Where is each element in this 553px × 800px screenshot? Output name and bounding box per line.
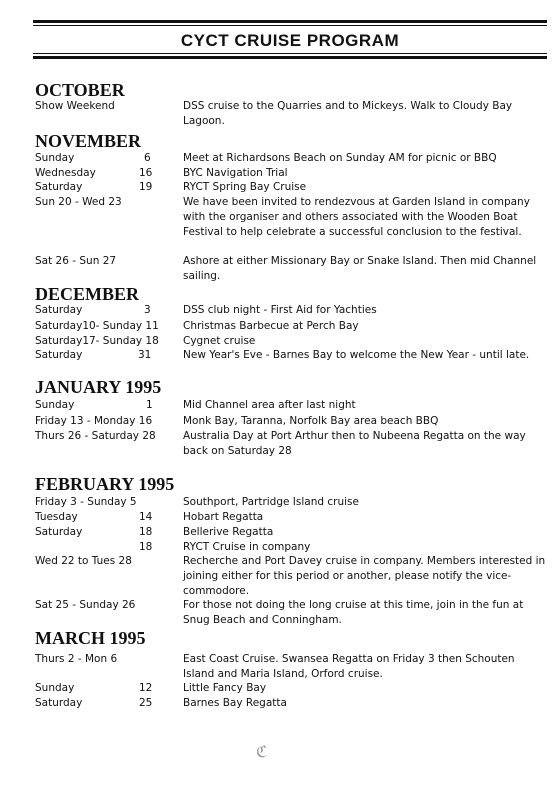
event-date: Sat 25 - Sunday 26 [35,599,136,611]
event-description: Meet at Richardsons Beach on Sunday AM for picnic or BBQ [183,152,497,164]
event-date: Sunday [35,399,75,411]
event-day-number: 16 [139,167,153,179]
pen-mark-icon: ℭ [256,742,268,761]
event-date: Friday 3 - Sunday 5 [35,496,137,508]
event-description: RYCT Cruise in company [183,541,311,553]
event-date: Saturday [35,526,83,538]
event-date: Sun 20 - Wed 23 [35,196,122,208]
event-day-number: 6 [144,152,151,164]
event-description: Bellerive Regatta [183,526,274,538]
event-date: Saturday17- Sunday 18 [35,335,159,347]
event-description: Cygnet cruise [183,335,256,347]
event-day-number: 1 [146,399,153,411]
event-date: Saturday [35,181,83,193]
event-date: Sunday [35,152,75,164]
event-date: Sunday [35,682,75,694]
page-title: CYCT CRUISE PROGRAM [180,31,400,50]
month-heading: FEBRUARY 1995 [35,474,175,494]
event-day-number: 12 [139,682,153,694]
title-rule-thick [33,56,547,59]
event-date: Sat 26 - Sun 27 [35,255,117,267]
event-description: Australia Day at Port Arthur then to Nubeena Regatta on the way back on Saturday 28 [183,430,526,457]
event-date: Thurs 26 - Saturday 28 [35,430,156,442]
event-date: Wednesday [35,167,96,179]
event-date: Wed 22 to Tues 28 [35,555,132,567]
event-description: BYC Navigation Trial [183,167,288,179]
event-date: Friday 13 - Monday 16 [35,415,153,427]
event-description: New Year's Eve - Barnes Bay to welcome the New Year - until late. [183,349,530,361]
event-day-number: 25 [139,697,153,709]
event-description: East Coast Cruise. Swansea Regatta on Friday 3 then Schouten Island and Maria Island, Orford cruise. [183,653,515,680]
event-description: Ashore at either Missionary Bay or Snake Island. Then mid Channel sailing. [183,255,537,282]
event-date: Saturday [35,697,83,709]
event-date: Saturday [35,304,83,316]
event-date: Saturday [35,349,83,361]
month-heading: MARCH 1995 [35,628,146,648]
title-rule-thin [33,53,547,54]
event-description: For those not doing the long cruise at this time, join in the fun at Snug Beach and Conningham. [183,599,524,626]
event-day-number: 31 [138,349,152,361]
event-description: DSS cruise to the Quarries and to Mickeys. Walk to Cloudy Bay Lagoon. [183,100,513,127]
event-day-number: 18 [139,526,153,538]
top-rule-thick [33,20,547,23]
event-day-number: 14 [139,511,153,523]
event-day-number: 19 [139,181,153,193]
event-day-number: 18 [139,541,153,553]
event-description: Little Fancy Bay [183,682,267,694]
event-description: RYCT Spring Bay Cruise [183,181,307,193]
event-description: We have been invited to rendezvous at Garden Island in company with the organiser and others associated with the Wooden Boat Festival to help celebrate a successful conclusion to the festival. [183,196,530,238]
event-description: Christmas Barbecue at Perch Bay [183,320,359,332]
event-date: Thurs 2 - Mon 6 [35,653,118,665]
event-description: Hobart Regatta [183,511,264,523]
month-heading: DECEMBER [35,284,140,304]
event-description: Barnes Bay Regatta [183,697,287,709]
event-description: Monk Bay, Taranna, Norfolk Bay area beach BBQ [183,415,439,427]
event-description: Recherche and Port Davey cruise in company. Members interested in joining either for this period or another, please notify the vice-commodore. [183,555,546,597]
event-date: Show Weekend [35,100,115,112]
month-heading: JANUARY 1995 [35,377,162,397]
event-description: Southport, Partridge Island cruise [183,496,359,508]
month-heading: OCTOBER [35,80,125,100]
event-day-number: 3 [144,304,151,316]
month-heading: NOVEMBER [35,131,142,151]
event-date: Tuesday [35,511,78,523]
event-description: Mid Channel area after last night [183,399,356,411]
top-rule-thin [33,25,547,26]
event-date: Saturday10- Sunday 11 [35,320,159,332]
event-description: DSS club night - First Aid for Yachties [183,304,377,316]
